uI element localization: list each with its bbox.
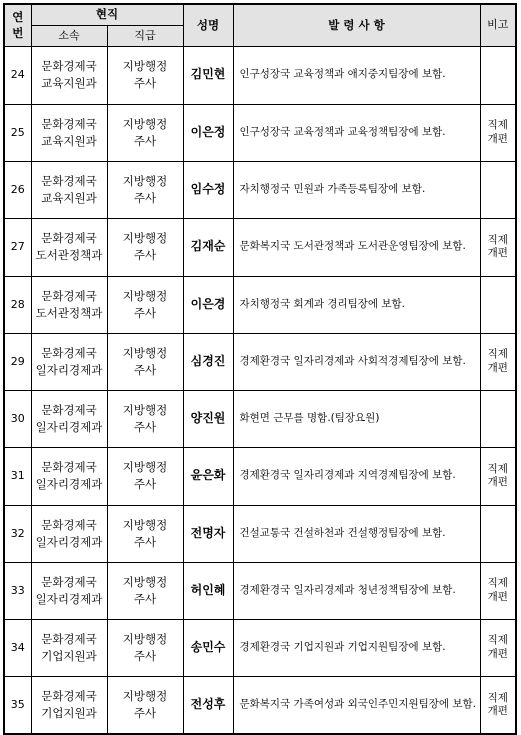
row-dept-division: 도서관정책과 (35, 248, 103, 262)
row-name: 김재순 (183, 218, 233, 276)
row-appointment: 경제환경국 일자리경제과 청년정책팀장에 보함. (233, 562, 480, 619)
row-rank-series: 지방행정 (122, 59, 168, 74)
table-row (4, 390, 516, 447)
row-note-line2: 개편 (487, 647, 508, 660)
row-appointment: 인구성장국 교육정책과 애지중지팀장에 보함. (233, 46, 480, 104)
row-dept-division: 교육지원과 (41, 76, 97, 90)
personnel-table-wrapper (3, 3, 517, 735)
row-dept (31, 505, 107, 562)
row-note-line1: 직제 (487, 577, 508, 590)
row-dept-bureau: 문화경제국 (41, 231, 97, 246)
row-dept-division: 일자리경제과 (35, 591, 103, 606)
row-note (480, 46, 516, 104)
row-rank-series: 지방행정 (122, 116, 168, 131)
row-rank (107, 619, 183, 676)
row-note-line2: 개편 (487, 476, 508, 488)
row-rank-grade: 주사 (133, 705, 157, 720)
row-rank-grade: 주사 (133, 648, 157, 663)
row-number: 32 (4, 505, 31, 562)
row-name: 송민수 (183, 619, 233, 676)
row-name: 전명자 (183, 505, 233, 562)
row-number: 29 (4, 333, 31, 390)
row-rank (107, 161, 183, 218)
row-rank-series: 지방행정 (122, 460, 168, 475)
table-row (4, 161, 516, 218)
table-row (4, 562, 516, 619)
row-rank-series: 지방행정 (122, 288, 168, 303)
row-dept (31, 104, 107, 161)
row-rank-series: 지방행정 (122, 631, 168, 646)
row-rank (107, 447, 183, 505)
header-no (4, 4, 31, 46)
row-dept-bureau: 문화경제국 (41, 173, 97, 188)
row-appointment: 경제환경국 일자리경제과 지역경제팀장에 보함. (233, 447, 480, 505)
row-appointment: 자치행정국 민원과 가족등록팀장에 보함. (233, 161, 480, 218)
row-appointment: 문화복지국 도서관정책과 도서관운영팀장에 보함. (233, 218, 480, 276)
row-rank (107, 104, 183, 161)
header-name: 성명 (183, 4, 233, 46)
header-note: 비고 (480, 4, 516, 46)
table-row (4, 619, 516, 676)
row-number: 25 (4, 104, 31, 161)
row-rank-series: 지방행정 (122, 402, 168, 417)
table-row (4, 276, 516, 333)
row-rank-series: 지방행정 (122, 517, 168, 532)
row-number: 24 (4, 46, 31, 104)
row-dept-bureau: 문화경제국 (41, 517, 97, 532)
table-row (4, 333, 516, 390)
row-rank-grade: 주사 (133, 305, 157, 320)
row-dept-division: 일자리경제과 (35, 362, 103, 377)
row-rank-series: 지방행정 (122, 231, 168, 246)
header-desc: 발 령 사 항 (233, 4, 480, 46)
row-note-line1: 직제 (487, 119, 508, 132)
row-note (480, 676, 516, 734)
row-dept (31, 218, 107, 276)
header-dept: 소속 (31, 25, 107, 46)
row-note (480, 276, 516, 333)
table-row (4, 46, 516, 104)
row-rank-grade: 주사 (133, 133, 157, 148)
row-name: 양진원 (183, 390, 233, 447)
row-appointment: 화현면 근무를 명함.(팀장요원) (233, 390, 480, 447)
row-dept (31, 161, 107, 218)
row-number: 35 (4, 676, 31, 734)
row-appointment: 자치행정국 회계과 경리팀장에 보함. (233, 276, 480, 333)
row-note-line2: 개편 (487, 247, 508, 259)
row-number: 34 (4, 619, 31, 676)
row-dept-bureau: 문화경제국 (41, 288, 97, 303)
row-name: 전성후 (183, 676, 233, 734)
row-note-line2: 개편 (487, 704, 508, 717)
row-note-line2: 개편 (487, 132, 508, 145)
header-current: 현직 (31, 4, 183, 25)
row-note-line1: 직제 (487, 348, 508, 361)
row-dept-bureau: 문화경제국 (41, 689, 97, 704)
row-dept (31, 562, 107, 619)
row-rank-series: 지방행정 (122, 689, 168, 704)
row-dept (31, 276, 107, 333)
row-dept-division: 교육지원과 (41, 190, 97, 205)
row-rank (107, 390, 183, 447)
row-note (480, 619, 516, 676)
row-dept-bureau: 문화경제국 (41, 574, 97, 589)
row-dept-division: 기업지원과 (41, 648, 97, 663)
row-rank-grade: 주사 (133, 534, 157, 549)
row-dept-bureau: 문화경제국 (41, 631, 97, 646)
row-dept-division: 기업지원과 (41, 705, 97, 720)
table-body (4, 46, 516, 734)
row-rank (107, 676, 183, 734)
row-note (480, 218, 516, 276)
row-appointment: 경제환경국 일자리경제과 사회적경제팀장에 보함. (233, 333, 480, 390)
row-note (480, 333, 516, 390)
row-note-line1: 직제 (487, 691, 508, 704)
row-rank-grade: 주사 (133, 477, 157, 491)
row-dept-bureau: 문화경제국 (41, 402, 97, 417)
row-note (480, 447, 516, 505)
row-dept (31, 447, 107, 505)
row-dept (31, 619, 107, 676)
row-rank-grade: 주사 (133, 248, 157, 262)
row-rank (107, 333, 183, 390)
row-dept-division: 일자리경제과 (35, 477, 103, 491)
header-no-label: 연 번 (12, 9, 24, 41)
row-rank (107, 218, 183, 276)
table-row (4, 505, 516, 562)
row-rank-series: 지방행정 (122, 574, 168, 589)
row-rank (107, 276, 183, 333)
row-rank (107, 46, 183, 104)
row-note (480, 390, 516, 447)
row-dept-division: 일자리경제과 (35, 419, 103, 434)
row-dept-bureau: 문화경제국 (41, 116, 97, 131)
row-appointment: 경제환경국 기업지원과 기업지원팀장에 보함. (233, 619, 480, 676)
row-dept-bureau: 문화경제국 (41, 460, 97, 475)
row-dept-division: 일자리경제과 (35, 534, 103, 549)
row-note-line2: 개편 (487, 590, 508, 603)
row-dept-bureau: 문화경제국 (41, 345, 97, 360)
row-rank-grade: 주사 (133, 190, 157, 205)
row-note-line2: 개편 (487, 361, 508, 374)
row-rank (107, 505, 183, 562)
row-appointment: 문화복지국 가족여성과 외국인주민지원팀장에 보함. (233, 676, 480, 734)
row-note (480, 562, 516, 619)
row-dept-division: 교육지원과 (41, 133, 97, 148)
table-row (4, 218, 516, 276)
row-rank-grade: 주사 (133, 362, 157, 377)
row-name: 윤은화 (183, 447, 233, 505)
row-name: 이은정 (183, 104, 233, 161)
row-dept (31, 46, 107, 104)
row-appointment: 건설교통국 건설하천과 건설행정팀장에 보함. (233, 505, 480, 562)
row-number: 33 (4, 562, 31, 619)
row-name: 임수정 (183, 161, 233, 218)
row-note (480, 161, 516, 218)
row-note-line1: 직제 (487, 634, 508, 647)
row-rank-grade: 주사 (133, 591, 157, 606)
row-name: 이은경 (183, 276, 233, 333)
personnel-appointment-table (3, 3, 517, 735)
row-number: 30 (4, 390, 31, 447)
row-number: 28 (4, 276, 31, 333)
row-name: 허인혜 (183, 562, 233, 619)
header-rank: 직급 (107, 25, 183, 46)
row-rank-grade: 주사 (133, 419, 157, 434)
row-rank-grade: 주사 (133, 76, 157, 90)
row-rank-series: 지방행정 (122, 173, 168, 188)
row-name: 심경진 (183, 333, 233, 390)
row-note (480, 505, 516, 562)
table-row (4, 447, 516, 505)
row-dept-bureau: 문화경제국 (41, 59, 97, 74)
row-number: 31 (4, 447, 31, 505)
row-rank-series: 지방행정 (122, 345, 168, 360)
row-note-line1: 직제 (487, 233, 508, 246)
row-name: 김민현 (183, 46, 233, 104)
row-note (480, 104, 516, 161)
table-row (4, 104, 516, 161)
row-dept (31, 390, 107, 447)
table-row (4, 676, 516, 734)
row-rank (107, 562, 183, 619)
row-dept (31, 676, 107, 734)
row-appointment: 인구성장국 교육정책과 교육정책팀장에 보함. (233, 104, 480, 161)
row-dept (31, 333, 107, 390)
row-number: 27 (4, 218, 31, 276)
row-note-line1: 직제 (487, 462, 508, 475)
row-dept-division: 도서관정책과 (35, 305, 103, 320)
row-number: 26 (4, 161, 31, 218)
